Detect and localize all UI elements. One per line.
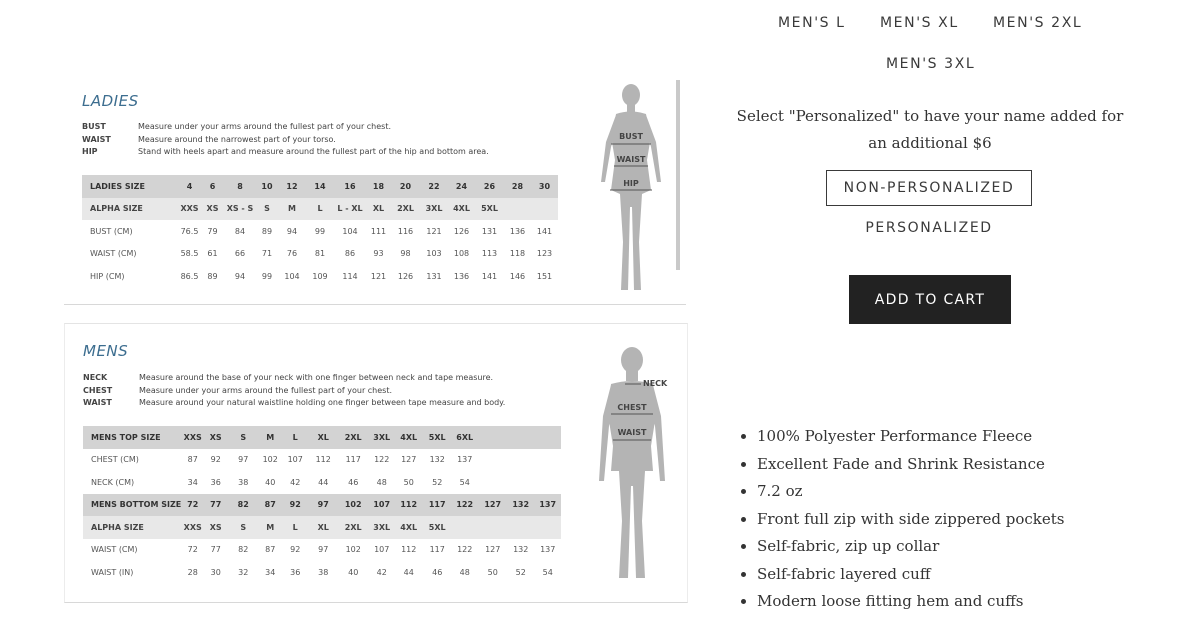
table-row: [82, 243, 558, 266]
table-row: [82, 198, 558, 221]
table-cell: 122: [457, 545, 473, 555]
table-cell: 131: [481, 226, 498, 236]
table-cell: 77: [210, 545, 221, 555]
table-cell: 14: [306, 175, 334, 198]
table-cell: [478, 516, 507, 539]
ladies-chart-title: LADIES: [82, 92, 139, 110]
row-label: LADIES SIZE: [82, 175, 178, 198]
row-label: ALPHA SIZE: [82, 198, 178, 221]
table-cell: 93: [373, 249, 384, 259]
feature-list-item: • Excellent Fade and Shrink Resistance: [757, 451, 1064, 479]
table-cell: 2XL: [337, 516, 369, 539]
table-cell: [478, 471, 507, 494]
table-cell: 52: [515, 567, 526, 577]
table-cell: 109: [312, 271, 328, 281]
table-cell: S: [227, 426, 259, 449]
table-cell: L: [281, 516, 309, 539]
table-cell: 141: [536, 226, 553, 236]
table-cell: 28: [504, 175, 531, 198]
hip-figure-label: HIP: [623, 179, 639, 188]
table-row: [83, 516, 561, 539]
table-cell: XXS: [181, 516, 204, 539]
personalized-option[interactable]: PERSONALIZED: [865, 220, 993, 236]
table-cell: 40: [265, 477, 276, 487]
table-row: [82, 175, 558, 198]
table-cell: 121: [370, 271, 387, 281]
table-cell: 4XL: [394, 426, 423, 449]
table-cell: 97: [309, 494, 337, 517]
table-cell: 132: [507, 494, 534, 517]
table-cell: 4XL: [448, 198, 475, 221]
table-cell: 30: [531, 175, 558, 198]
table-cell: 34: [265, 567, 276, 577]
table-cell: 2XL: [391, 198, 420, 221]
definition-text: Measure under your arms around the fullest part of your chest.: [138, 122, 392, 131]
row-label: WAIST (CM): [91, 545, 138, 555]
table-cell: 126: [453, 226, 470, 236]
table-cell: 94: [234, 271, 246, 281]
row-label: WAIST (IN): [91, 567, 134, 577]
row-label: HIP (CM): [90, 271, 125, 281]
table-cell: S: [227, 516, 259, 539]
table-cell: 131: [426, 271, 442, 281]
table-cell: 122: [374, 455, 390, 465]
definition-text: Measure under your arms around the fullest part of your chest.: [139, 385, 393, 395]
table-cell: 117: [423, 494, 451, 517]
table-cell: 3XL: [369, 426, 394, 449]
table-cell: 107: [287, 455, 303, 465]
table-cell: 92: [281, 494, 309, 517]
table-row: [83, 561, 561, 584]
table-cell: L: [281, 426, 309, 449]
table-cell: XL: [309, 516, 337, 539]
table-cell: 107: [374, 545, 390, 555]
table-cell: 92: [210, 455, 221, 465]
table-cell: 127: [478, 494, 507, 517]
definition-text: Stand with heels apart and measure around the fullest part of the hip and bottom area.: [138, 147, 489, 156]
feature-list-item: • Front full zip with side zippered pockets: [757, 506, 1064, 534]
table-cell: 3XL: [369, 516, 394, 539]
table-cell: 136: [509, 226, 526, 236]
table-cell: [534, 426, 561, 449]
table-cell: 38: [238, 477, 249, 487]
product-features-list: [734, 423, 1064, 616]
table-cell: 54: [542, 567, 553, 577]
table-cell: 8: [224, 175, 256, 198]
table-cell: [531, 198, 558, 221]
table-cell: 77: [204, 494, 227, 517]
size-option-mens-3xl[interactable]: MEN'S 3XL: [886, 56, 976, 72]
table-cell: 66: [234, 249, 246, 259]
table-cell: XXS: [181, 426, 204, 449]
mens-size-chart: [64, 323, 688, 603]
table-cell: 151: [536, 271, 553, 281]
table-cell: 5XL: [475, 198, 504, 221]
row-label: CHEST (CM): [91, 455, 139, 465]
table-cell: 6: [201, 175, 224, 198]
table-cell: M: [259, 516, 281, 539]
size-option-mens-l[interactable]: MEN'S L: [778, 15, 846, 31]
table-cell: 136: [453, 271, 470, 281]
table-cell: 86: [344, 249, 356, 259]
table-cell: 89: [261, 226, 273, 236]
mens-chart-title: MENS: [83, 342, 129, 360]
table-cell: 103: [426, 249, 442, 259]
table-cell: 117: [429, 545, 445, 555]
definition-term: BUST: [82, 122, 106, 131]
table-cell: 99: [261, 271, 273, 281]
table-cell: XL: [309, 426, 337, 449]
mens-measure-definitions: [83, 373, 505, 411]
table-cell: 137: [540, 545, 556, 555]
table-cell: 44: [403, 567, 414, 577]
table-cell: 86.5: [180, 271, 199, 281]
table-cell: 20: [391, 175, 420, 198]
feature-list-item: • 7.2 oz: [757, 478, 1064, 506]
table-cell: 108: [453, 249, 470, 259]
definition-row: [82, 122, 489, 135]
table-row: [83, 494, 561, 517]
table-cell: [478, 426, 507, 449]
table-cell: 102: [262, 455, 278, 465]
table-cell: 50: [403, 477, 414, 487]
table-cell: 82: [227, 494, 259, 517]
table-row: [82, 265, 558, 288]
table-cell: [534, 516, 561, 539]
table-cell: 104: [342, 226, 358, 236]
table-cell: 18: [366, 175, 391, 198]
table-cell: 112: [401, 545, 417, 555]
table-cell: 94: [286, 226, 298, 236]
table-cell: 34: [187, 477, 198, 487]
table-cell: 118: [509, 249, 526, 259]
definition-text: Measure around the base of your neck with one finger between neck and tape measure.: [139, 373, 494, 382]
table-cell: 112: [394, 494, 423, 517]
table-cell: XS: [204, 516, 227, 539]
table-cell: 87: [265, 545, 276, 555]
table-cell: 4XL: [394, 516, 423, 539]
table-cell: 81: [314, 249, 326, 259]
table-cell: 30: [210, 567, 221, 577]
waist-figure-label: WAIST: [617, 428, 647, 437]
male-silhouette-figure: [595, 346, 690, 586]
table-cell: 84: [234, 226, 246, 236]
table-cell: 76.5: [180, 226, 199, 236]
table-cell: 127: [401, 455, 417, 465]
table-cell: 117: [345, 455, 361, 465]
table-cell: 127: [485, 545, 501, 555]
row-label: WAIST (CM): [90, 249, 137, 259]
non-personalized-option[interactable]: NON-PERSONALIZED: [826, 170, 1032, 206]
table-cell: 132: [429, 455, 445, 465]
table-cell: 36: [210, 477, 221, 487]
table-cell: 104: [284, 271, 300, 281]
definition-text: Measure around the narrowest part of your torso.: [138, 134, 336, 144]
table-cell: 42: [290, 477, 301, 487]
table-cell: 126: [397, 271, 414, 281]
table-cell: XXS: [178, 198, 201, 221]
table-cell: L - XL: [334, 198, 366, 221]
table-cell: M: [278, 198, 306, 221]
table-cell: 72: [181, 494, 204, 517]
table-cell: 28: [187, 567, 198, 577]
table-cell: 12: [278, 175, 306, 198]
table-cell: 54: [459, 477, 470, 487]
table-cell: 72: [187, 545, 198, 555]
definition-row: [83, 373, 505, 386]
table-cell: 71: [261, 249, 273, 259]
table-row: [83, 449, 561, 472]
definition-row: [83, 386, 505, 399]
row-label: BUST (CM): [90, 226, 133, 236]
bust-figure-label: BUST: [619, 132, 643, 141]
feature-list-item: • Modern loose fitting hem and cuffs: [757, 588, 1064, 616]
table-cell: [478, 449, 507, 472]
neck-figure-label: NECK: [643, 379, 668, 388]
table-cell: 6XL: [451, 426, 478, 449]
table-cell: 121: [426, 226, 442, 236]
table-cell: L: [306, 198, 334, 221]
definition-term: WAIST: [83, 398, 112, 407]
table-cell: 111: [370, 226, 387, 236]
feature-list-item: • Self-fabric layered cuff: [757, 561, 1064, 589]
table-cell: XS: [204, 426, 227, 449]
personalization-note: Select "Personalized" to have your name added for an additional $6: [736, 107, 1124, 152]
definition-term: CHEST: [83, 385, 113, 395]
table-cell: [507, 449, 534, 472]
definition-row: [82, 135, 489, 148]
definition-term: NECK: [83, 373, 108, 382]
table-cell: 92: [290, 545, 301, 555]
table-cell: [507, 516, 534, 539]
mens-size-table: [83, 426, 561, 584]
table-cell: 98: [400, 249, 411, 259]
table-cell: S: [256, 198, 278, 221]
table-cell: 132: [513, 545, 529, 555]
table-cell: [507, 426, 534, 449]
table-cell: 48: [376, 477, 387, 487]
table-cell: 141: [481, 271, 498, 281]
table-cell: 3XL: [420, 198, 448, 221]
table-cell: 61: [207, 249, 218, 259]
table-cell: 137: [534, 494, 561, 517]
table-cell: 4: [178, 175, 201, 198]
table-cell: [534, 471, 561, 494]
table-cell: 38: [318, 567, 329, 577]
table-cell: 87: [187, 455, 198, 465]
table-cell: 89: [207, 271, 218, 281]
row-label: NECK (CM): [91, 477, 135, 487]
table-cell: 36: [290, 567, 301, 577]
add-to-cart-button[interactable]: ADD TO CART: [849, 275, 1011, 324]
table-cell: 87: [259, 494, 281, 517]
table-cell: 113: [481, 249, 498, 259]
table-cell: 50: [487, 567, 498, 577]
chest-figure-label: CHEST: [617, 403, 647, 412]
table-cell: 48: [459, 567, 470, 577]
table-cell: 102: [345, 545, 361, 555]
table-cell: 2XL: [337, 426, 369, 449]
table-cell: XS: [201, 198, 224, 221]
table-cell: 102: [337, 494, 369, 517]
table-cell: XL: [366, 198, 391, 221]
table-cell: [504, 198, 531, 221]
size-option-mens-xl[interactable]: MEN'S XL: [880, 15, 959, 31]
ladies-measure-definitions: [82, 122, 489, 160]
table-cell: 58.5: [180, 249, 199, 259]
table-cell: 122: [451, 494, 478, 517]
table-cell: 52: [432, 477, 443, 487]
row-label: ALPHA SIZE: [83, 516, 181, 539]
ladies-size-table: [82, 175, 558, 288]
table-cell: 76: [286, 249, 298, 259]
table-cell: 107: [369, 494, 394, 517]
waist-figure-label: WAIST: [616, 155, 646, 164]
table-cell: M: [259, 426, 281, 449]
table-cell: 22: [420, 175, 448, 198]
table-cell: 114: [342, 271, 358, 281]
definition-row: [83, 398, 505, 411]
feature-list-item: • Self-fabric, zip up collar: [757, 533, 1064, 561]
row-label: MENS BOTTOM SIZE: [83, 494, 181, 517]
table-cell: 32: [238, 567, 249, 577]
table-cell: [534, 449, 561, 472]
table-cell: [507, 471, 534, 494]
chart-divider-bar: [676, 80, 680, 270]
table-cell: [451, 516, 478, 539]
table-cell: 116: [397, 226, 414, 236]
row-label: MENS TOP SIZE: [83, 426, 181, 449]
table-row: [83, 539, 561, 562]
table-cell: XS - S: [224, 198, 256, 221]
table-cell: 99: [314, 226, 326, 236]
table-cell: 10: [256, 175, 278, 198]
table-cell: 123: [536, 249, 553, 259]
table-cell: 46: [348, 477, 359, 487]
table-row: [82, 220, 558, 243]
table-cell: 97: [238, 455, 249, 465]
table-cell: 79: [207, 226, 218, 236]
table-cell: 16: [334, 175, 366, 198]
table-cell: 42: [376, 567, 387, 577]
table-cell: 146: [509, 271, 526, 281]
table-cell: 97: [318, 545, 329, 555]
definition-term: WAIST: [82, 134, 111, 144]
female-silhouette-figure: [596, 82, 666, 297]
definition-text: Measure around your natural waistline holding one finger between tape measure and body.: [139, 398, 506, 407]
table-cell: 137: [457, 455, 473, 465]
size-option-mens-2xl[interactable]: MEN'S 2XL: [993, 15, 1083, 31]
feature-list-item: • 100% Polyester Performance Fleece: [757, 423, 1064, 451]
table-cell: 40: [348, 567, 359, 577]
table-cell: 26: [475, 175, 504, 198]
table-cell: 46: [432, 567, 443, 577]
table-cell: 5XL: [423, 426, 451, 449]
table-cell: 5XL: [423, 516, 451, 539]
table-cell: 44: [318, 477, 329, 487]
table-row: [83, 471, 561, 494]
table-cell: 112: [315, 455, 331, 465]
table-row: [83, 426, 561, 449]
ladies-size-chart: [64, 80, 686, 305]
table-cell: 82: [238, 545, 249, 555]
definition-term: HIP: [82, 147, 98, 156]
definition-row: [82, 147, 489, 160]
table-cell: 24: [448, 175, 475, 198]
